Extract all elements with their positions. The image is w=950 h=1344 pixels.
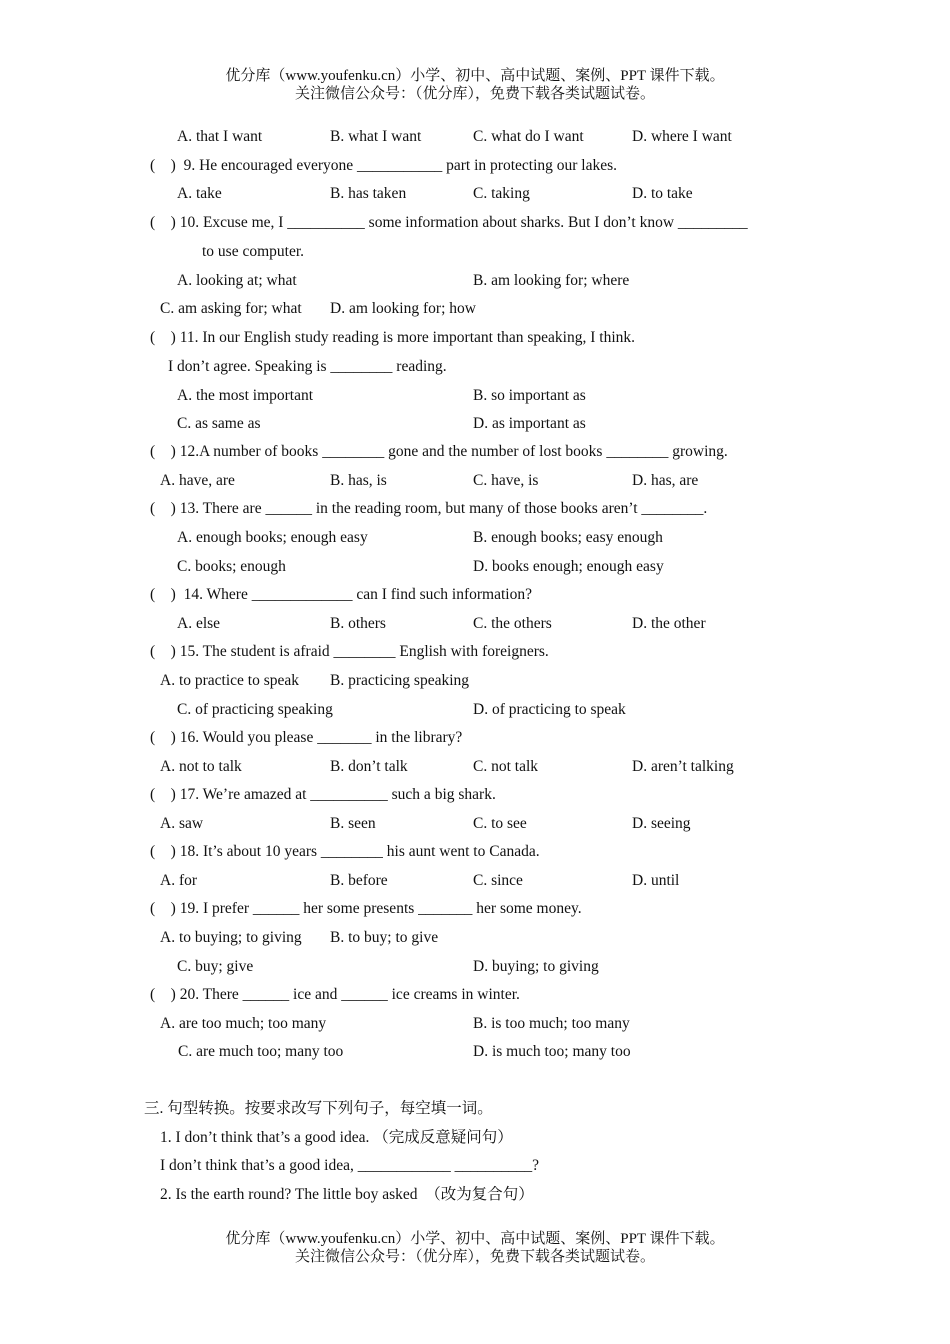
q18-option-a: A. for <box>160 872 198 889</box>
q19-option-b: B. to buy; to give <box>330 929 439 946</box>
q17-option-c: C. to see <box>473 815 527 832</box>
q14-stem: ( ) 14. Where _____________ can I find such information? <box>150 586 532 603</box>
section3-item-1: 1. I don’t think that’s a good idea. （完成反意疑问句） <box>160 1129 513 1146</box>
q18-stem: ( ) 18. It’s about 10 years ________ his aunt went to Canada. <box>150 843 540 860</box>
q13-option-a: A. enough books; enough easy <box>177 529 368 546</box>
q20-option-b: B. is too much; too many <box>473 1015 630 1032</box>
q14-option-c: C. the others <box>473 615 552 632</box>
q20-option-a: A. are too much; too many <box>160 1015 327 1032</box>
q15-option-b: B. practicing speaking <box>330 672 470 689</box>
footer-line-2: 关注微信公众号：（优分库），免费下载各类试题试卷。 <box>294 1249 655 1265</box>
q14-option-b: B. others <box>330 615 386 632</box>
q12-stem: ( ) 12.A number of books ________ gone and the number of lost books ________ growing. <box>150 443 728 460</box>
q19-option-d: D. buying; to giving <box>473 958 599 975</box>
q18-option-b: B. before <box>330 872 388 889</box>
q13-stem: ( ) 13. There are ______ in the reading room, but many of those books aren’t ________. <box>150 500 708 517</box>
q20-stem: ( ) 20. There ______ ice and ______ ice creams in winter. <box>150 986 520 1003</box>
q8-option-b: B. what I want <box>330 128 422 145</box>
q12-option-d: D. has, are <box>632 472 699 489</box>
q10-stem-cont: to use computer. <box>202 243 305 260</box>
q17-option-d: D. seeing <box>632 815 691 832</box>
q14-option-d: D. the other <box>632 615 706 632</box>
q12-option-c: C. have, is <box>473 472 539 489</box>
q9-option-b: B. has taken <box>330 185 407 202</box>
q9-stem: ( ) 9. He encouraged everyone ___________ part in protecting our lakes. <box>150 157 618 174</box>
q17-option-a: A. saw <box>160 815 204 832</box>
q18-option-d: D. until <box>632 872 680 889</box>
q15-option-a: A. to practice to speak <box>160 672 300 689</box>
q10-option-c: C. am asking for; what <box>160 300 302 317</box>
q8-option-c: C. what do I want <box>473 128 584 145</box>
q16-option-c: C. not talk <box>473 758 539 775</box>
q16-option-d: D. aren’t talking <box>632 758 734 775</box>
q10-option-d: D. am looking for; how <box>330 300 476 317</box>
q17-stem: ( ) 17. We’re amazed at __________ such a big shark. <box>150 786 496 803</box>
header-line-2: 关注微信公众号：（优分库），免费下载各类试题试卷。 <box>294 86 655 102</box>
q12-option-a: A. have, are <box>160 472 235 489</box>
q20-option-c: C. are much too; many too <box>178 1043 344 1060</box>
header-line-1: 优分库（www.youfenku.cn）小学、初中、高中试题、案例、PPT 课件下载。 <box>225 68 725 84</box>
q11-stem-cont: I don’t agree. Speaking is ________ reading. <box>168 358 447 375</box>
q9-option-c: C. taking <box>473 185 530 202</box>
q13-option-c: C. books; enough <box>177 558 286 575</box>
q15-stem: ( ) 15. The student is afraid ________ English with foreigners. <box>150 643 549 660</box>
footer-line-1: 优分库（www.youfenku.cn）小学、初中、高中试题、案例、PPT 课件下载。 <box>225 1231 725 1247</box>
q16-option-b: B. don’t talk <box>330 758 408 775</box>
q11-option-a: A. the most important <box>177 387 314 404</box>
q10-stem: ( ) 10. Excuse me, I __________ some information about sharks. But I don’t know _________ <box>150 214 748 231</box>
q15-option-c: C. of practicing speaking <box>177 701 333 718</box>
q19-option-c: C. buy; give <box>177 958 254 975</box>
q12-option-b: B. has, is <box>330 472 387 489</box>
q16-stem: ( ) 16. Would you please _______ in the library? <box>150 729 463 746</box>
q20-option-d: D. is much too; many too <box>473 1043 631 1060</box>
q14-option-a: A. else <box>177 615 221 632</box>
q8-option-d: D. where I want <box>632 128 732 145</box>
q13-option-b: B. enough books; easy enough <box>473 529 663 546</box>
q15-option-d: D. of practicing to speak <box>473 701 626 718</box>
section3-item-1-answer: I don’t think that’s a good idea, ____________ __________? <box>160 1157 539 1174</box>
q9-option-a: A. take <box>177 185 222 202</box>
section3-item-2: 2. Is the earth round? The little boy asked （改为复合句） <box>160 1186 534 1203</box>
q11-option-b: B. so important as <box>473 387 586 404</box>
q19-stem: ( ) 19. I prefer ______ her some presents _______ her some money. <box>150 900 582 917</box>
q19-option-a: A. to buying; to giving <box>160 929 302 946</box>
section3-title: 三. 句型转换。按要求改写下列句子，每空填一词。 <box>144 1100 493 1117</box>
q10-option-a: A. looking at; what <box>177 272 297 289</box>
q11-stem: ( ) 11. In our English study reading is more important than speaking, I think. <box>150 329 636 346</box>
q11-option-d: D. as important as <box>473 415 586 432</box>
q8-option-a: A. that I want <box>177 128 263 145</box>
q16-option-a: A. not to talk <box>160 758 242 775</box>
q17-option-b: B. seen <box>330 815 376 832</box>
q11-option-c: C. as same as <box>177 415 261 432</box>
q10-option-b: B. am looking for; where <box>473 272 630 289</box>
q13-option-d: D. books enough; enough easy <box>473 558 664 575</box>
q9-option-d: D. to take <box>632 185 693 202</box>
q18-option-c: C. since <box>473 872 523 889</box>
